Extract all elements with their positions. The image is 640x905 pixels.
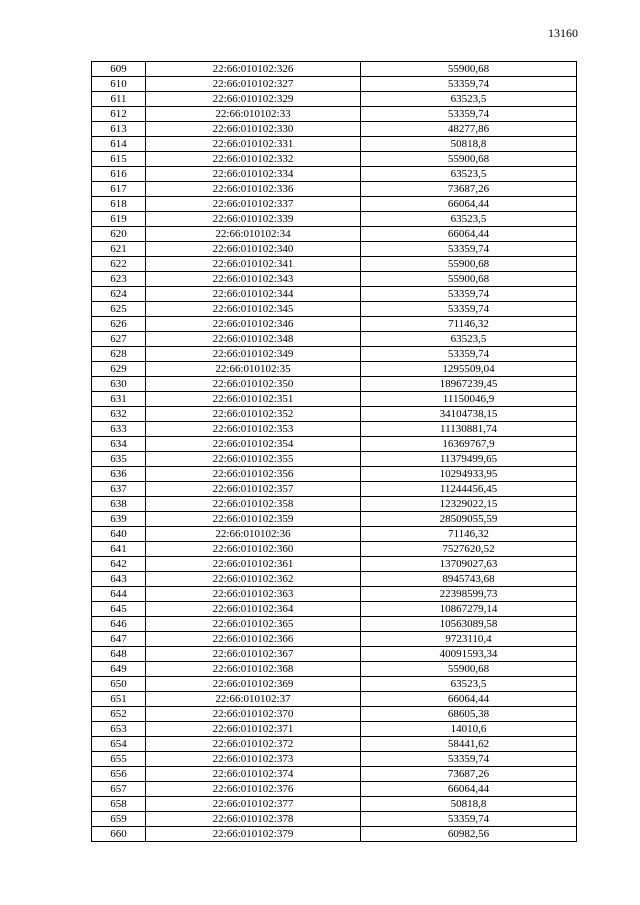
cadastral-number-cell: 22:66:010102:37 <box>146 692 361 707</box>
row-number-cell: 636 <box>92 467 146 482</box>
table-row <box>92 722 577 737</box>
row-number-cell: 656 <box>92 767 146 782</box>
table-row <box>92 287 577 302</box>
cadastral-value-cell: 53359,74 <box>361 242 577 257</box>
table-row <box>92 377 577 392</box>
row-number-cell: 659 <box>92 812 146 827</box>
row-number-cell: 629 <box>92 362 146 377</box>
row-number-cell: 621 <box>92 242 146 257</box>
cadastral-value-cell: 63523,5 <box>361 677 577 692</box>
cadastral-value-cell: 11379499,65 <box>361 452 577 467</box>
cadastral-value-cell: 63523,5 <box>361 212 577 227</box>
cadastral-value-cell: 71146,32 <box>361 527 577 542</box>
cadastral-number-cell: 22:66:010102:369 <box>146 677 361 692</box>
cadastral-number-cell: 22:66:010102:364 <box>146 602 361 617</box>
cadastral-value-cell: 28509055,59 <box>361 512 577 527</box>
cadastral-number-cell: 22:66:010102:366 <box>146 632 361 647</box>
row-number-cell: 628 <box>92 347 146 362</box>
row-number-cell: 637 <box>92 482 146 497</box>
cadastral-value-cell: 11150046,9 <box>361 392 577 407</box>
table-row <box>92 422 577 437</box>
table-row <box>92 392 577 407</box>
cadastral-value-cell: 63523,5 <box>361 167 577 182</box>
cadastral-number-cell: 22:66:010102:353 <box>146 422 361 437</box>
cadastral-number-cell: 22:66:010102:346 <box>146 317 361 332</box>
cadastral-number-cell: 22:66:010102:351 <box>146 392 361 407</box>
row-number-cell: 634 <box>92 437 146 452</box>
cadastral-number-cell: 22:66:010102:350 <box>146 377 361 392</box>
table-row <box>92 452 577 467</box>
cadastral-number-cell: 22:66:010102:367 <box>146 647 361 662</box>
cadastral-number-cell: 22:66:010102:34 <box>146 227 361 242</box>
row-number-cell: 632 <box>92 407 146 422</box>
page-number: 13160 <box>548 26 578 40</box>
cadastral-value-cell: 10294933,95 <box>361 467 577 482</box>
table-row <box>92 602 577 617</box>
cadastral-value-cell: 12329022,15 <box>361 497 577 512</box>
table-body <box>92 62 577 842</box>
table-row <box>92 527 577 542</box>
cadastral-number-cell: 22:66:010102:332 <box>146 152 361 167</box>
cadastral-number-cell: 22:66:010102:373 <box>146 752 361 767</box>
table-row <box>92 152 577 167</box>
row-number-cell: 641 <box>92 542 146 557</box>
cadastral-value-table <box>91 61 577 842</box>
cadastral-value-cell: 55900,68 <box>361 272 577 287</box>
cadastral-number-cell: 22:66:010102:355 <box>146 452 361 467</box>
table-row <box>92 182 577 197</box>
cadastral-value-cell: 53359,74 <box>361 812 577 827</box>
table-row <box>92 512 577 527</box>
cadastral-value-cell: 68605,38 <box>361 707 577 722</box>
row-number-cell: 646 <box>92 617 146 632</box>
cadastral-value-cell: 50818,8 <box>361 137 577 152</box>
row-number-cell: 616 <box>92 167 146 182</box>
cadastral-number-cell: 22:66:010102:379 <box>146 827 361 842</box>
cadastral-number-cell: 22:66:010102:348 <box>146 332 361 347</box>
table-row <box>92 197 577 212</box>
cadastral-value-cell: 53359,74 <box>361 287 577 302</box>
table-row <box>92 677 577 692</box>
cadastral-value-cell: 48277,86 <box>361 122 577 137</box>
cadastral-number-cell: 22:66:010102:371 <box>146 722 361 737</box>
table-row <box>92 707 577 722</box>
cadastral-number-cell: 22:66:010102:354 <box>146 437 361 452</box>
table-row <box>92 437 577 452</box>
table-row <box>92 137 577 152</box>
cadastral-value-cell: 73687,26 <box>361 182 577 197</box>
cadastral-value-cell: 18967239,45 <box>361 377 577 392</box>
cadastral-value-cell: 66064,44 <box>361 782 577 797</box>
cadastral-value-cell: 66064,44 <box>361 692 577 707</box>
table-row <box>92 257 577 272</box>
table-row <box>92 692 577 707</box>
row-number-cell: 643 <box>92 572 146 587</box>
row-number-cell: 615 <box>92 152 146 167</box>
table-row <box>92 797 577 812</box>
cadastral-value-cell: 1295509,04 <box>361 362 577 377</box>
cadastral-number-cell: 22:66:010102:344 <box>146 287 361 302</box>
row-number-cell: 610 <box>92 77 146 92</box>
cadastral-number-cell: 22:66:010102:352 <box>146 407 361 422</box>
row-number-cell: 613 <box>92 122 146 137</box>
cadastral-number-cell: 22:66:010102:378 <box>146 812 361 827</box>
table-row <box>92 647 577 662</box>
cadastral-value-cell: 55900,68 <box>361 662 577 677</box>
cadastral-value-cell: 53359,74 <box>361 77 577 92</box>
cadastral-number-cell: 22:66:010102:330 <box>146 122 361 137</box>
cadastral-value-cell: 63523,5 <box>361 332 577 347</box>
table-row <box>92 812 577 827</box>
row-number-cell: 642 <box>92 557 146 572</box>
row-number-cell: 609 <box>92 62 146 77</box>
cadastral-number-cell: 22:66:010102:356 <box>146 467 361 482</box>
row-number-cell: 651 <box>92 692 146 707</box>
cadastral-number-cell: 22:66:010102:336 <box>146 182 361 197</box>
row-number-cell: 612 <box>92 107 146 122</box>
cadastral-number-cell: 22:66:010102:372 <box>146 737 361 752</box>
cadastral-value-cell: 10563089,58 <box>361 617 577 632</box>
cadastral-value-cell: 53359,74 <box>361 302 577 317</box>
table-row <box>92 347 577 362</box>
table-row <box>92 467 577 482</box>
row-number-cell: 639 <box>92 512 146 527</box>
cadastral-value-cell: 53359,74 <box>361 347 577 362</box>
cadastral-number-cell: 22:66:010102:326 <box>146 62 361 77</box>
cadastral-value-cell: 11130881,74 <box>361 422 577 437</box>
cadastral-number-cell: 22:66:010102:374 <box>146 767 361 782</box>
cadastral-value-cell: 7527620,52 <box>361 542 577 557</box>
row-number-cell: 648 <box>92 647 146 662</box>
cadastral-value-cell: 53359,74 <box>361 752 577 767</box>
cadastral-number-cell: 22:66:010102:376 <box>146 782 361 797</box>
cadastral-value-cell: 55900,68 <box>361 257 577 272</box>
cadastral-value-cell: 9723110,4 <box>361 632 577 647</box>
row-number-cell: 614 <box>92 137 146 152</box>
cadastral-value-cell: 16369767,9 <box>361 437 577 452</box>
cadastral-value-cell: 13709027,63 <box>361 557 577 572</box>
cadastral-value-cell: 66064,44 <box>361 197 577 212</box>
row-number-cell: 627 <box>92 332 146 347</box>
cadastral-value-cell: 55900,68 <box>361 152 577 167</box>
row-number-cell: 630 <box>92 377 146 392</box>
cadastral-value-cell: 22398599,73 <box>361 587 577 602</box>
cadastral-value-cell: 63523,5 <box>361 92 577 107</box>
cadastral-number-cell: 22:66:010102:357 <box>146 482 361 497</box>
row-number-cell: 640 <box>92 527 146 542</box>
row-number-cell: 626 <box>92 317 146 332</box>
row-number-cell: 645 <box>92 602 146 617</box>
row-number-cell: 644 <box>92 587 146 602</box>
row-number-cell: 658 <box>92 797 146 812</box>
cadastral-value-cell: 60982,56 <box>361 827 577 842</box>
cadastral-number-cell: 22:66:010102:370 <box>146 707 361 722</box>
row-number-cell: 653 <box>92 722 146 737</box>
cadastral-value-cell: 73687,26 <box>361 767 577 782</box>
cadastral-number-cell: 22:66:010102:343 <box>146 272 361 287</box>
row-number-cell: 617 <box>92 182 146 197</box>
table-row <box>92 827 577 842</box>
table-row <box>92 272 577 287</box>
row-number-cell: 619 <box>92 212 146 227</box>
table-row <box>92 482 577 497</box>
table-row <box>92 557 577 572</box>
row-number-cell: 638 <box>92 497 146 512</box>
table-row <box>92 632 577 647</box>
table-row <box>92 752 577 767</box>
row-number-cell: 625 <box>92 302 146 317</box>
cadastral-number-cell: 22:66:010102:36 <box>146 527 361 542</box>
cadastral-number-cell: 22:66:010102:345 <box>146 302 361 317</box>
cadastral-number-cell: 22:66:010102:33 <box>146 107 361 122</box>
cadastral-number-cell: 22:66:010102:327 <box>146 77 361 92</box>
row-number-cell: 618 <box>92 197 146 212</box>
table-row <box>92 227 577 242</box>
row-number-cell: 624 <box>92 287 146 302</box>
table-row <box>92 542 577 557</box>
cadastral-number-cell: 22:66:010102:337 <box>146 197 361 212</box>
row-number-cell: 649 <box>92 662 146 677</box>
row-number-cell: 623 <box>92 272 146 287</box>
table-row <box>92 407 577 422</box>
cadastral-number-cell: 22:66:010102:361 <box>146 557 361 572</box>
table-row <box>92 167 577 182</box>
table-row <box>92 317 577 332</box>
cadastral-value-cell: 10867279,14 <box>361 602 577 617</box>
row-number-cell: 654 <box>92 737 146 752</box>
cadastral-value-cell: 50818,8 <box>361 797 577 812</box>
cadastral-value-cell: 14010,6 <box>361 722 577 737</box>
row-number-cell: 647 <box>92 632 146 647</box>
cadastral-number-cell: 22:66:010102:368 <box>146 662 361 677</box>
row-number-cell: 622 <box>92 257 146 272</box>
table-row <box>92 587 577 602</box>
table-row <box>92 77 577 92</box>
cadastral-number-cell: 22:66:010102:35 <box>146 362 361 377</box>
row-number-cell: 660 <box>92 827 146 842</box>
table-row <box>92 302 577 317</box>
table-row <box>92 92 577 107</box>
table-row <box>92 212 577 227</box>
cadastral-number-cell: 22:66:010102:334 <box>146 167 361 182</box>
cadastral-number-cell: 22:66:010102:360 <box>146 542 361 557</box>
cadastral-number-cell: 22:66:010102:339 <box>146 212 361 227</box>
cadastral-value-cell: 40091593,34 <box>361 647 577 662</box>
cadastral-number-cell: 22:66:010102:341 <box>146 257 361 272</box>
cadastral-value-cell: 8945743,68 <box>361 572 577 587</box>
cadastral-number-cell: 22:66:010102:358 <box>146 497 361 512</box>
cadastral-number-cell: 22:66:010102:340 <box>146 242 361 257</box>
cadastral-number-cell: 22:66:010102:377 <box>146 797 361 812</box>
cadastral-number-cell: 22:66:010102:362 <box>146 572 361 587</box>
cadastral-value-cell: 58441,62 <box>361 737 577 752</box>
table-row <box>92 617 577 632</box>
table-row <box>92 662 577 677</box>
cadastral-number-cell: 22:66:010102:359 <box>146 512 361 527</box>
cadastral-value-cell: 66064,44 <box>361 227 577 242</box>
cadastral-value-cell: 53359,74 <box>361 107 577 122</box>
table-row <box>92 62 577 77</box>
row-number-cell: 655 <box>92 752 146 767</box>
cadastral-number-cell: 22:66:010102:365 <box>146 617 361 632</box>
table-row <box>92 362 577 377</box>
table-row <box>92 242 577 257</box>
table-row <box>92 332 577 347</box>
row-number-cell: 620 <box>92 227 146 242</box>
cadastral-value-cell: 71146,32 <box>361 317 577 332</box>
cadastral-value-cell: 34104738,15 <box>361 407 577 422</box>
table-row <box>92 572 577 587</box>
row-number-cell: 635 <box>92 452 146 467</box>
row-number-cell: 657 <box>92 782 146 797</box>
cadastral-number-cell: 22:66:010102:349 <box>146 347 361 362</box>
table-row <box>92 107 577 122</box>
row-number-cell: 650 <box>92 677 146 692</box>
row-number-cell: 633 <box>92 422 146 437</box>
cadastral-number-cell: 22:66:010102:329 <box>146 92 361 107</box>
table-row <box>92 782 577 797</box>
cadastral-number-cell: 22:66:010102:363 <box>146 587 361 602</box>
table-row <box>92 737 577 752</box>
row-number-cell: 631 <box>92 392 146 407</box>
table-row <box>92 497 577 512</box>
table-row <box>92 122 577 137</box>
row-number-cell: 611 <box>92 92 146 107</box>
cadastral-value-cell: 55900,68 <box>361 62 577 77</box>
row-number-cell: 652 <box>92 707 146 722</box>
table-row <box>92 767 577 782</box>
cadastral-number-cell: 22:66:010102:331 <box>146 137 361 152</box>
cadastral-value-cell: 11244456,45 <box>361 482 577 497</box>
